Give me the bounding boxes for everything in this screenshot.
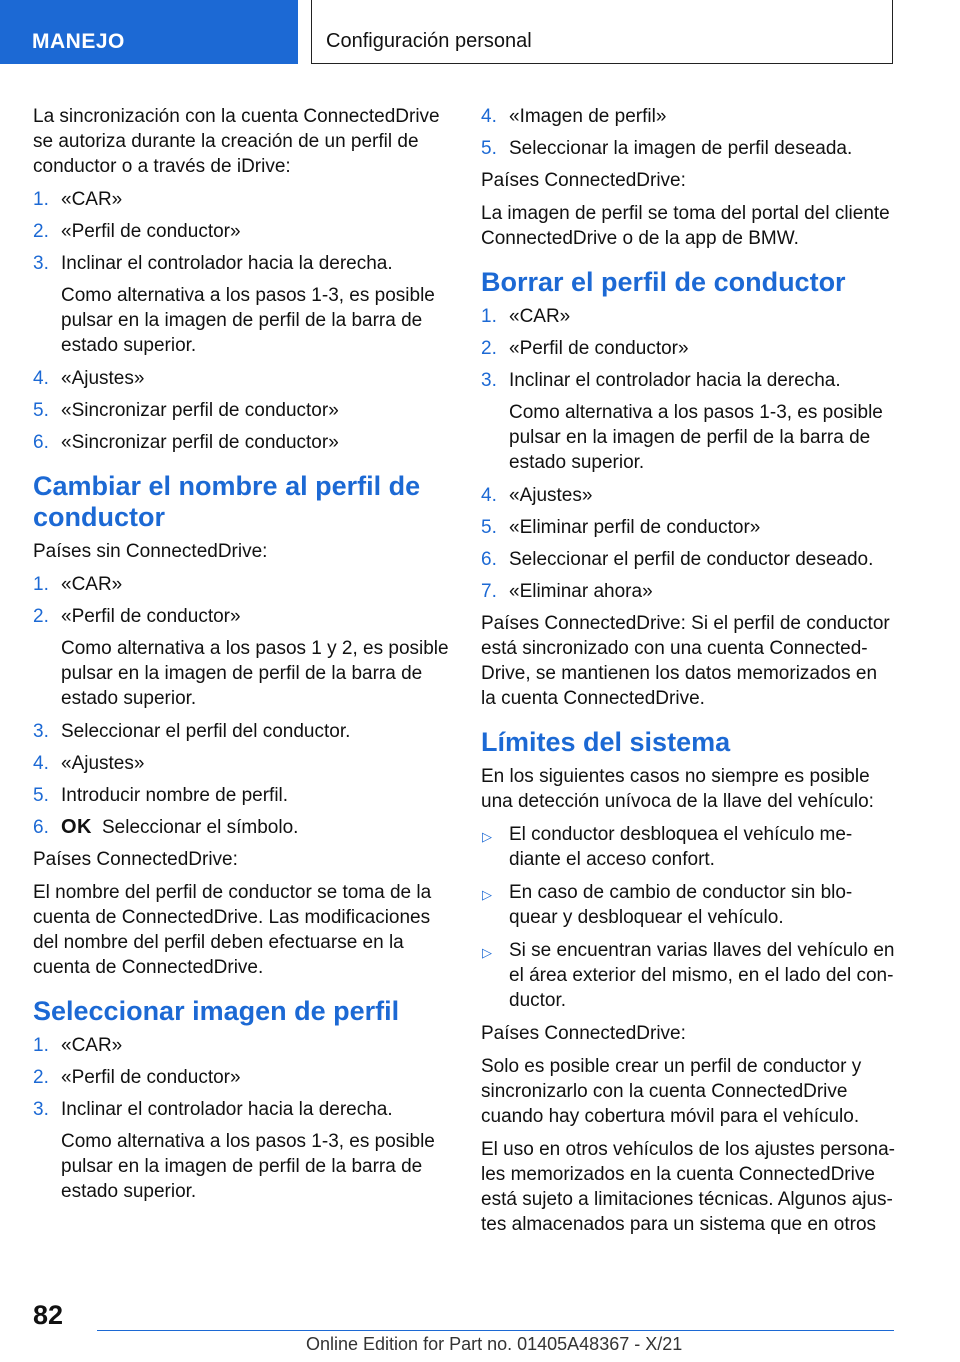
step-number: 7. — [481, 581, 497, 602]
step-number: 5. — [33, 785, 49, 806]
list-item — [481, 304, 897, 329]
limits-bullets — [481, 822, 897, 1013]
delete-cd-text: Países ConnectedDrive: Si el perfil de conductor está sincronizado con una cuenta Connected-Drive, se mantienen los datos memorizados en la cuenta ConnectedDrive. — [481, 613, 890, 709]
triangle-bullet-icon: ▷ — [482, 887, 492, 902]
step-number: 4. — [481, 106, 497, 127]
step-text: Seleccionar el símbolo. — [102, 817, 299, 838]
limits-final: El uso en otros vehículos de los ajustes persona-les memorizados en la cuenta ConnectedDrive está sujeto a limitaciones técnicas. Algunos ajus-tes almacenados para un sistema que en otros — [481, 1139, 896, 1235]
page-number: 82 — [33, 1300, 64, 1330]
list-item — [33, 604, 449, 629]
step-number: 6. — [33, 817, 49, 838]
step-number: 3. — [33, 253, 49, 274]
rename-steps-continued — [33, 719, 449, 808]
list-item — [481, 483, 897, 508]
triangle-bullet-icon: ▷ — [482, 945, 492, 960]
list-item — [33, 219, 449, 244]
list-item — [33, 366, 449, 391]
rename-cd-text: El nombre del perfil de conductor se toma de la cuenta de ConnectedDrive. Las modificaciones del nombre del perfil deben efectuarse en la cuenta de ConnectedDrive. — [33, 882, 432, 978]
step-text: «Imagen de perfil» — [509, 106, 667, 127]
step-text: Introducir nombre de perfil. — [61, 785, 289, 806]
step-text: «Perfil de conductor» — [61, 221, 241, 242]
ok-icon: OK — [61, 816, 92, 838]
triangle-bullet-icon: ▷ — [482, 829, 492, 844]
step-text: «Eliminar perfil de conductor» — [509, 517, 761, 538]
sync-steps — [33, 187, 449, 276]
step-number: 2. — [33, 1067, 49, 1088]
step-text: Inclinar el controlador hacia la derecha. — [61, 253, 393, 274]
step-number: 2. — [481, 338, 497, 359]
step-text: «Sincronizar perfil de conductor» — [61, 432, 339, 453]
step-number: 1. — [33, 1035, 49, 1056]
step-number: 5. — [481, 138, 497, 159]
sync-steps-continued — [33, 366, 449, 455]
step-text: «Perfil de conductor» — [61, 1067, 241, 1088]
list-item — [33, 187, 449, 212]
list-item — [481, 547, 897, 572]
step-text: «Ajustes» — [509, 485, 593, 506]
list-item — [33, 398, 449, 423]
list-item — [33, 1097, 449, 1122]
step-number: 2. — [33, 606, 49, 627]
limits-heading: Límites del sistema — [481, 727, 731, 757]
step-text: «Perfil de conductor» — [509, 338, 689, 359]
section-label: MANEJO — [32, 30, 125, 53]
delete-note: Como alternativa a los pasos 1-3, es posible pulsar en la imagen de perfil de la barra de estado superior. — [509, 402, 883, 473]
rename-note: Como alternativa a los pasos 1 y 2, es posible pulsar en la imagen de perfil de la barra de estado superior. — [61, 638, 449, 709]
delete-steps-continued — [481, 483, 897, 604]
footer-divider — [97, 1330, 894, 1331]
image-steps-continued — [481, 104, 897, 161]
step-text: Seleccionar el perfil del conductor. — [61, 721, 351, 742]
limits-intro: En los siguientes casos no siempre es posible una detección unívoca de la llave del vehículo: — [481, 766, 874, 812]
intro-paragraph: La sincronización con la cuenta ConnectedDrive se autoriza durante la creación de un perfil de conductor o a través de iDrive: — [33, 106, 440, 177]
bullet-item — [481, 880, 897, 930]
step-text: «Ajustes» — [61, 753, 145, 774]
limits-cd-text: Solo es posible crear un perfil de conductor y sincronizarlo con la cuenta ConnectedDrive cuando hay cobertura móvil para el vehículo. — [481, 1056, 862, 1127]
step-number: 5. — [33, 400, 49, 421]
edition-footer: Online Edition for Part no. 01405A48367 - X/21 — [306, 1334, 683, 1354]
section-tab — [0, 0, 298, 64]
step-text: Seleccionar el perfil de conductor deseado. — [509, 549, 874, 570]
step-number: 3. — [481, 370, 497, 391]
step-number: 5. — [481, 517, 497, 538]
list-item — [481, 336, 897, 361]
image-note: Como alternativa a los pasos 1-3, es posible pulsar en la imagen de perfil de la barra de estado superior. — [61, 1131, 435, 1202]
image-steps — [33, 1033, 449, 1122]
step-text: «CAR» — [509, 306, 571, 327]
step-number: 4. — [33, 753, 49, 774]
bullet-text: En caso de cambio de conductor sin blo-quear y desbloquear el vehículo. — [509, 882, 853, 928]
delete-heading: Borrar el perfil de conductor — [481, 267, 846, 297]
list-item — [481, 515, 897, 540]
step-number: 4. — [481, 485, 497, 506]
step-text: Inclinar el controlador hacia la derecha. — [509, 370, 841, 391]
list-item — [481, 136, 897, 161]
step-number: 1. — [481, 306, 497, 327]
right-column — [481, 104, 897, 1245]
chapter-title: Configuración personal — [326, 30, 532, 52]
step-text: Seleccionar la imagen de perfil deseada. — [509, 138, 853, 159]
bullet-text: Si se encuentran varias llaves del vehículo en el área exterior del mismo, en el lado del con-ductor. — [509, 940, 895, 1011]
rename-steps — [33, 572, 449, 629]
list-item — [481, 579, 897, 604]
step-number: 2. — [33, 221, 49, 242]
image-cd-text: La imagen de perfil se toma del portal del cliente ConnectedDrive o de la app de BMW. — [481, 203, 890, 249]
list-item — [33, 572, 449, 597]
image-cd-label: Países ConnectedDrive: — [481, 170, 686, 191]
step-number: 3. — [33, 1099, 49, 1120]
step-number: 3. — [33, 721, 49, 742]
step-number: 1. — [33, 574, 49, 595]
list-item — [33, 430, 449, 455]
list-item — [33, 751, 449, 776]
list-item — [33, 783, 449, 808]
step-text: «Eliminar ahora» — [509, 581, 653, 602]
list-item — [481, 368, 897, 393]
image-heading: Seleccionar imagen de perfil — [33, 996, 400, 1026]
left-column — [33, 104, 449, 1212]
step-text: «CAR» — [61, 574, 123, 595]
sync-note: Como alternativa a los pasos 1-3, es posible pulsar en la imagen de perfil de la barra de estado superior. — [61, 285, 435, 356]
rename-cd-label: Países ConnectedDrive: — [33, 849, 238, 870]
step-text: «Perfil de conductor» — [61, 606, 241, 627]
rename-heading: Cambiar el nombre al perfil de conductor — [33, 471, 421, 532]
step-text: «CAR» — [61, 1035, 123, 1056]
step-number: 6. — [481, 549, 497, 570]
rename-intro: Países sin ConnectedDrive: — [33, 541, 268, 562]
list-item — [481, 104, 897, 129]
list-item — [33, 815, 449, 840]
list-item — [33, 1065, 449, 1090]
list-item — [33, 251, 449, 276]
bullet-item — [481, 938, 897, 1013]
delete-steps — [481, 304, 897, 393]
step-number: 6. — [33, 432, 49, 453]
limits-cd-label: Países ConnectedDrive: — [481, 1023, 686, 1044]
bullet-text: El conductor desbloquea el vehículo me-diante el acceso confort. — [509, 824, 853, 870]
step-text: «Sincronizar perfil de conductor» — [61, 400, 339, 421]
step-number: 1. — [33, 189, 49, 210]
step-text: «Ajustes» — [61, 368, 145, 389]
step-text: Inclinar el controlador hacia la derecha. — [61, 1099, 393, 1120]
step-number: 4. — [33, 368, 49, 389]
bullet-item — [481, 822, 897, 872]
chapter-header — [311, 0, 893, 64]
step-text: «CAR» — [61, 189, 123, 210]
list-item — [33, 719, 449, 744]
list-item — [33, 1033, 449, 1058]
